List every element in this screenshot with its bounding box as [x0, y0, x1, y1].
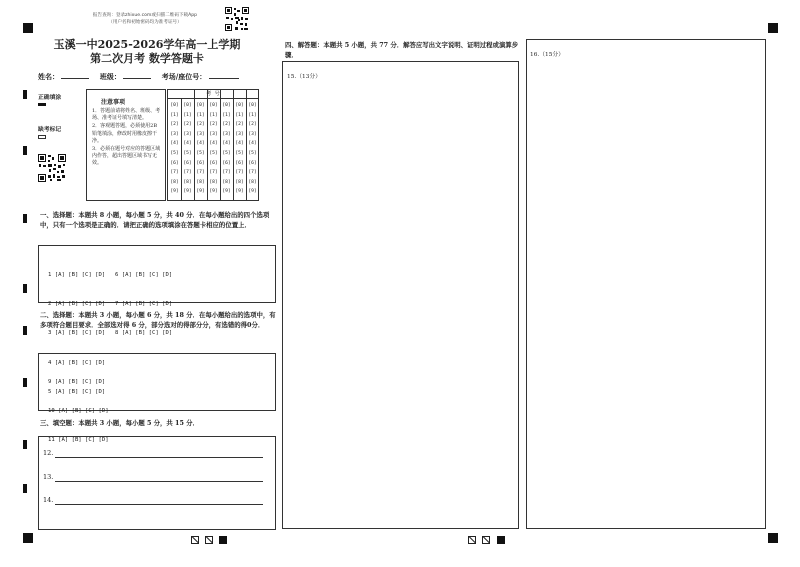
q15-answer-box[interactable]	[282, 61, 519, 529]
exam-digit-bubble[interactable]: [9]	[248, 189, 257, 195]
bottom-block-mark	[497, 536, 505, 544]
choice-row[interactable]: 7 [A] [B] [C] [D]	[115, 300, 173, 307]
exam-digit-bubble[interactable]: [5]	[170, 150, 179, 156]
exam-digit-bubble[interactable]: [7]	[183, 170, 192, 176]
choice-row[interactable]: 5 [A] [B] [C] [D]	[48, 389, 106, 396]
correct-fill-label: 正确填涂	[38, 95, 62, 101]
exam-digit-bubble[interactable]: [3]	[209, 131, 218, 137]
exam-digit-bubble[interactable]: [0]	[209, 103, 218, 108]
name-label: 姓名：	[38, 72, 59, 81]
bottom-check-mark	[205, 536, 213, 544]
room-seat-label: 考场/座位号：	[161, 72, 207, 81]
exam-digit-bubble[interactable]: [2]	[222, 122, 231, 128]
q13-answer-line[interactable]	[55, 481, 263, 482]
exam-digit-bubble[interactable]: [6]	[170, 160, 179, 166]
exam-digit-bubble[interactable]: [8]	[183, 179, 192, 185]
exam-digit-bubble[interactable]: [1]	[170, 112, 179, 118]
q16-label: 16.（15分）	[530, 52, 564, 58]
student-qr-code	[38, 154, 66, 182]
exam-digit-bubble[interactable]: [4]	[235, 141, 244, 147]
timing-tick	[23, 284, 27, 293]
exam-digit-bubble[interactable]: [6]	[248, 160, 257, 166]
timing-tick	[23, 214, 27, 223]
exam-digit-bubble[interactable]: [4]	[183, 141, 192, 147]
timing-tick	[23, 90, 27, 99]
exam-digit-bubble[interactable]: [5]	[183, 150, 192, 156]
exam-digit-bubble[interactable]: [8]	[209, 179, 218, 185]
exam-digit-bubble[interactable]: [0]	[196, 103, 205, 108]
report-query-line2: （用户名和初始密码均为准考证号）	[108, 19, 182, 25]
exam-digit-bubble[interactable]: [5]	[222, 150, 231, 156]
corner-mark-top-right	[768, 23, 778, 33]
notice-item-2: 2．客观题答题，必须使用2B铅笔填涂，修改时用橡皮擦干净。	[92, 123, 158, 144]
student-info-row	[38, 72, 239, 82]
exam-digit-bubble[interactable]: [0]	[235, 103, 244, 108]
exam-title	[40, 38, 254, 66]
timing-tick	[23, 378, 27, 387]
bottom-block-mark	[219, 536, 227, 544]
exam-digit-bubble[interactable]: [0]	[183, 103, 192, 108]
correct-fill-sample	[38, 103, 46, 106]
notice-item-1: 1．答题前请将姓名、班级、考场、准考证号填写清楚。	[92, 108, 161, 122]
exam-digit-bubble[interactable]: [3]	[235, 131, 244, 137]
exam-number-grid	[167, 89, 259, 201]
exam-digit-bubble[interactable]: [2]	[235, 122, 244, 128]
exam-digit-bubble[interactable]: [8]	[196, 179, 205, 185]
exam-digit-bubble[interactable]: [7]	[170, 170, 179, 176]
section2-heading: 二、选择题：本题共 3 小题，每小题 6 分，共 18 分．在每小题给出的选项中，有多项符合题目要求．全部选对得 6 分，部分选对的得部分分，有选错的得0分．	[40, 311, 276, 329]
corner-mark-bottom-right	[768, 533, 778, 543]
exam-digit-bubble[interactable]: [8]	[248, 179, 257, 185]
choice-row[interactable]: 2 [A] [B] [C] [D]	[48, 300, 106, 307]
q13-label: 13.	[43, 473, 54, 481]
exam-number-column	[220, 101, 233, 197]
exam-digit-bubble[interactable]: [6]	[183, 160, 192, 166]
exam-digit-bubble[interactable]: [7]	[196, 170, 205, 176]
notice-title: 注意事项	[101, 99, 126, 106]
exam-digit-bubble[interactable]: [5]	[196, 150, 205, 156]
q14-answer-line[interactable]	[55, 504, 263, 505]
exam-digit-bubble[interactable]: [0]	[248, 103, 257, 108]
class-blank[interactable]	[123, 78, 151, 79]
exam-number-column	[233, 101, 246, 197]
exam-digit-bubble[interactable]: [3]	[222, 131, 231, 137]
exam-digit-bubble[interactable]: [3]	[196, 131, 205, 137]
exam-digit-bubble[interactable]: [4]	[222, 141, 231, 147]
exam-digit-bubble[interactable]: [8]	[235, 179, 244, 185]
exam-title-line1: 玉溪一中2025-2026学年高一上学期	[53, 38, 241, 51]
exam-number-label: 考 号	[168, 90, 258, 99]
exam-digit-bubble[interactable]: [2]	[196, 122, 205, 128]
q14-label: 14.	[43, 496, 54, 504]
exam-digit-bubble[interactable]: [1]	[196, 112, 205, 118]
exam-digit-bubble[interactable]: [1]	[183, 112, 192, 118]
corner-mark-bottom-left	[23, 533, 33, 543]
exam-number-column	[246, 101, 259, 197]
room-seat-blank[interactable]	[209, 78, 239, 79]
exam-digit-bubble[interactable]: [5]	[248, 150, 257, 156]
bottom-check-mark	[191, 536, 199, 544]
notice-item-3: 3．必须在题号对应的答题区域内作答，超出答题区域书写无效。	[92, 146, 161, 167]
exam-digit-bubble[interactable]: [1]	[235, 112, 244, 118]
choice-row[interactable]: 1 [A] [B] [C] [D]	[48, 271, 106, 278]
section3-heading: 三、填空题：本题共 3 小题，每小题 5 分，共 15 分．	[40, 419, 199, 427]
exam-digit-bubble[interactable]: [6]	[196, 160, 205, 166]
exam-number-column	[207, 101, 220, 197]
exam-digit-bubble[interactable]: [2]	[170, 122, 179, 128]
exam-digit-bubble[interactable]: [4]	[248, 141, 257, 147]
exam-digit-bubble[interactable]: [0]	[170, 103, 179, 108]
choice-row[interactable]: 8 [A] [B] [C] [D]	[115, 330, 173, 337]
choice-row[interactable]: 11 [A] [B] [C] [D]	[48, 437, 109, 444]
exam-digit-bubble[interactable]: [3]	[170, 131, 179, 137]
report-query-line1: 报告查询：登录zhixue.com或扫描二维码下载App	[92, 13, 198, 18]
section1-heading: 一、选择题：本题共 8 小题，每小题 5 分，共 40 分．在每小题给出的四个选项中，只有一个选项是正确的．请把正确的选项填涂在答题卡相应的位置上．	[40, 211, 270, 229]
choice-row[interactable]: 6 [A] [B] [C] [D]	[115, 271, 173, 278]
q15-label: 15.（13分）	[287, 74, 321, 80]
notice-list	[92, 108, 162, 168]
exam-digit-bubble[interactable]: [2]	[183, 122, 192, 128]
section4-heading: 四、解答题：本题共 5 小题，共 77 分．解答应写出文字说明、证明过程或演算步骤．	[285, 41, 519, 59]
exam-digit-bubble[interactable]: [7]	[248, 170, 257, 176]
exam-digit-bubble[interactable]: [9]	[183, 189, 192, 195]
exam-digit-bubble[interactable]: [9]	[209, 189, 218, 195]
exam-digit-bubble[interactable]: [5]	[209, 150, 218, 156]
choice-row[interactable]: 10 [A] [B] [C] [D]	[48, 407, 109, 414]
exam-digit-bubble[interactable]: [6]	[209, 160, 218, 166]
exam-digit-bubble[interactable]: [9]	[222, 189, 231, 195]
exam-digit-bubble[interactable]: [6]	[222, 160, 231, 166]
exam-digit-bubble[interactable]: [7]	[209, 170, 218, 176]
exam-digit-bubble[interactable]: [3]	[248, 131, 257, 137]
exam-digit-bubble[interactable]: [3]	[183, 131, 192, 137]
exam-digit-bubble[interactable]: [2]	[248, 122, 257, 128]
exam-title-line2: 第二次月考 数学答题卡	[90, 52, 204, 65]
exam-digit-bubble[interactable]: [1]	[248, 112, 257, 118]
timing-tick	[23, 326, 27, 335]
exam-digit-bubble[interactable]: [4]	[196, 141, 205, 147]
exam-digit-bubble[interactable]: [1]	[222, 112, 231, 118]
missing-exam-checkbox[interactable]	[38, 135, 46, 139]
corner-mark-top-left	[23, 23, 33, 33]
class-label: 班级：	[99, 72, 121, 81]
exam-digit-bubble[interactable]: [0]	[222, 103, 231, 108]
q12-answer-line[interactable]	[55, 457, 263, 458]
exam-digit-bubble[interactable]: [9]	[235, 189, 244, 195]
exam-digit-bubble[interactable]: [9]	[170, 189, 179, 195]
q12-label: 12.	[43, 449, 54, 457]
timing-tick	[23, 484, 27, 493]
q16-answer-box[interactable]	[526, 39, 766, 529]
exam-number-column	[168, 101, 181, 197]
exam-digit-bubble[interactable]: [8]	[222, 179, 231, 185]
exam-digit-bubble[interactable]: [4]	[209, 141, 218, 147]
exam-number-column	[194, 101, 207, 197]
download-qr-code	[224, 6, 250, 32]
notice-box	[86, 89, 166, 201]
choice-row[interactable]: 9 [A] [B] [C] [D]	[48, 378, 106, 385]
exam-digit-bubble[interactable]: [2]	[209, 122, 218, 128]
exam-digit-bubble[interactable]: [5]	[235, 150, 244, 156]
missing-exam-label: 缺考标记	[38, 127, 62, 133]
exam-digit-bubble[interactable]: [9]	[196, 189, 205, 195]
bottom-check-mark	[468, 536, 476, 544]
timing-tick	[23, 146, 27, 155]
exam-digit-bubble[interactable]: [7]	[235, 170, 244, 176]
timing-tick	[23, 440, 27, 449]
exam-digit-bubble[interactable]: [6]	[235, 160, 244, 166]
name-blank[interactable]	[61, 78, 89, 79]
section1-col2	[115, 251, 172, 359]
exam-digit-bubble[interactable]: [8]	[170, 179, 179, 185]
report-query-note	[70, 13, 220, 26]
bottom-check-mark	[482, 536, 490, 544]
choice-row[interactable]: 4 [A] [B] [C] [D]	[48, 359, 106, 366]
exam-digit-bubble[interactable]: [1]	[209, 112, 218, 118]
section3-answer-box	[38, 436, 276, 530]
exam-number-column	[181, 101, 194, 197]
exam-digit-bubble[interactable]: [7]	[222, 170, 231, 176]
choice-row[interactable]: 3 [A] [B] [C] [D]	[48, 330, 106, 337]
exam-digit-bubble[interactable]: [4]	[170, 141, 179, 147]
